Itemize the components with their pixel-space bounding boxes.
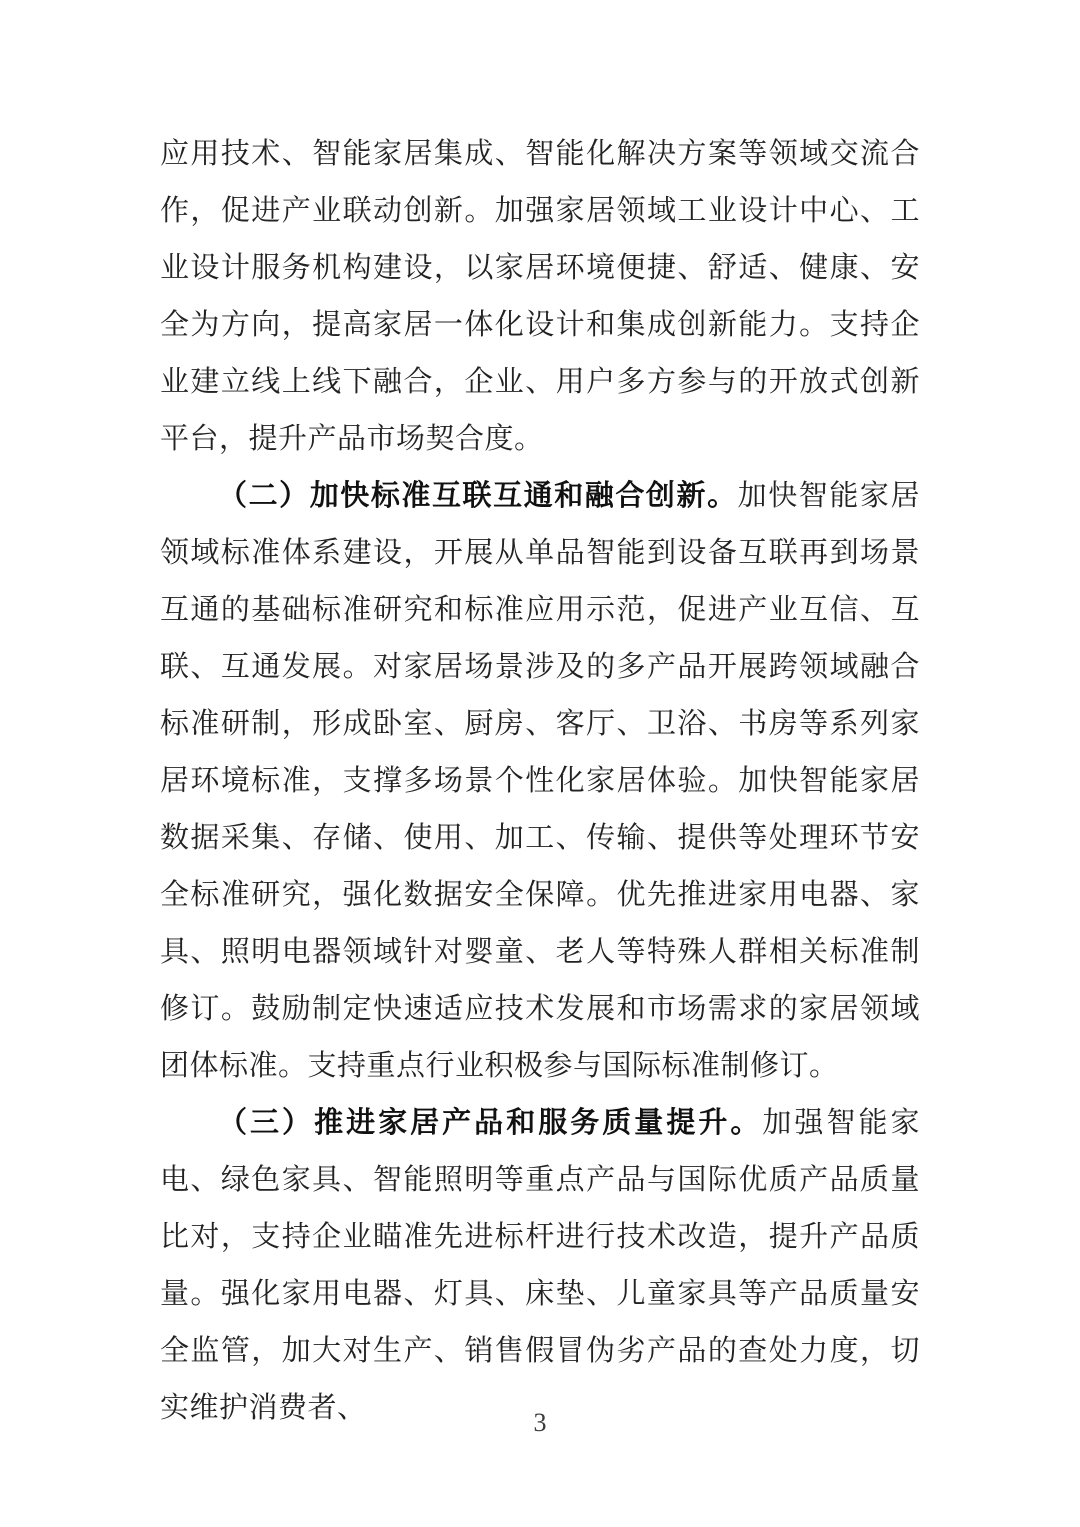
- paragraph-text: 加快智能家居领域标准体系建设，开展从单品智能到设备互联再到场景互通的基础标准研究和标准应用示范，促进产业互信、互联、互通发展。对家居场景涉及的多产品开展跨领域融合标准研制，形成卧室、厨房、客厅、卫浴、书房等系列家居环境标准，支撑多场景个性化家居体验。加快智能家居数据采集、存储、使用、加工、传输、提供等处理环节安全标准研究，强化数据安全保障。优先推进家用电器、家具、照明电器领域针对婴童、老人等特殊人群相关标准制修订。鼓励制定快速适应技术发展和市场需求的家居领域团体标准。支持重点行业积极参与国际标准制修订。: [160, 480, 920, 1082]
- paragraph-section-3: [160, 1095, 920, 1437]
- paragraph-section-2: [160, 468, 920, 1095]
- paragraph-text: 应用技术、智能家居集成、智能化解决方案等领域交流合作，促进产业联动创新。加强家居领域工业设计中心、工业设计服务机构建设，以家居环境便捷、舒适、健康、安全为方向，提高家居一体化设计和集成创新能力。支持企业建立线上线下融合，企业、用户多方参与的开放式创新平台，提升产品市场契合度。: [160, 138, 920, 455]
- paragraph-continuation: [160, 126, 920, 468]
- section-3-heading: （三）推进家居产品和服务质量提升。: [218, 1107, 763, 1139]
- document-body: [160, 126, 920, 1437]
- page-number: 3: [533, 1408, 547, 1437]
- paragraph-text: 加强智能家电、绿色家具、智能照明等重点产品与国际优质产品质量比对，支持企业瞄准先进标杆进行技术改造，提升产品质量。强化家用电器、灯具、床垫、儿童家具等产品质量安全监管，加大对生产、销售假冒伪劣产品的查处力度，切实维护消费者、: [160, 1107, 920, 1424]
- section-2-heading: （二）加快标准互联互通和融合创新。: [218, 480, 738, 512]
